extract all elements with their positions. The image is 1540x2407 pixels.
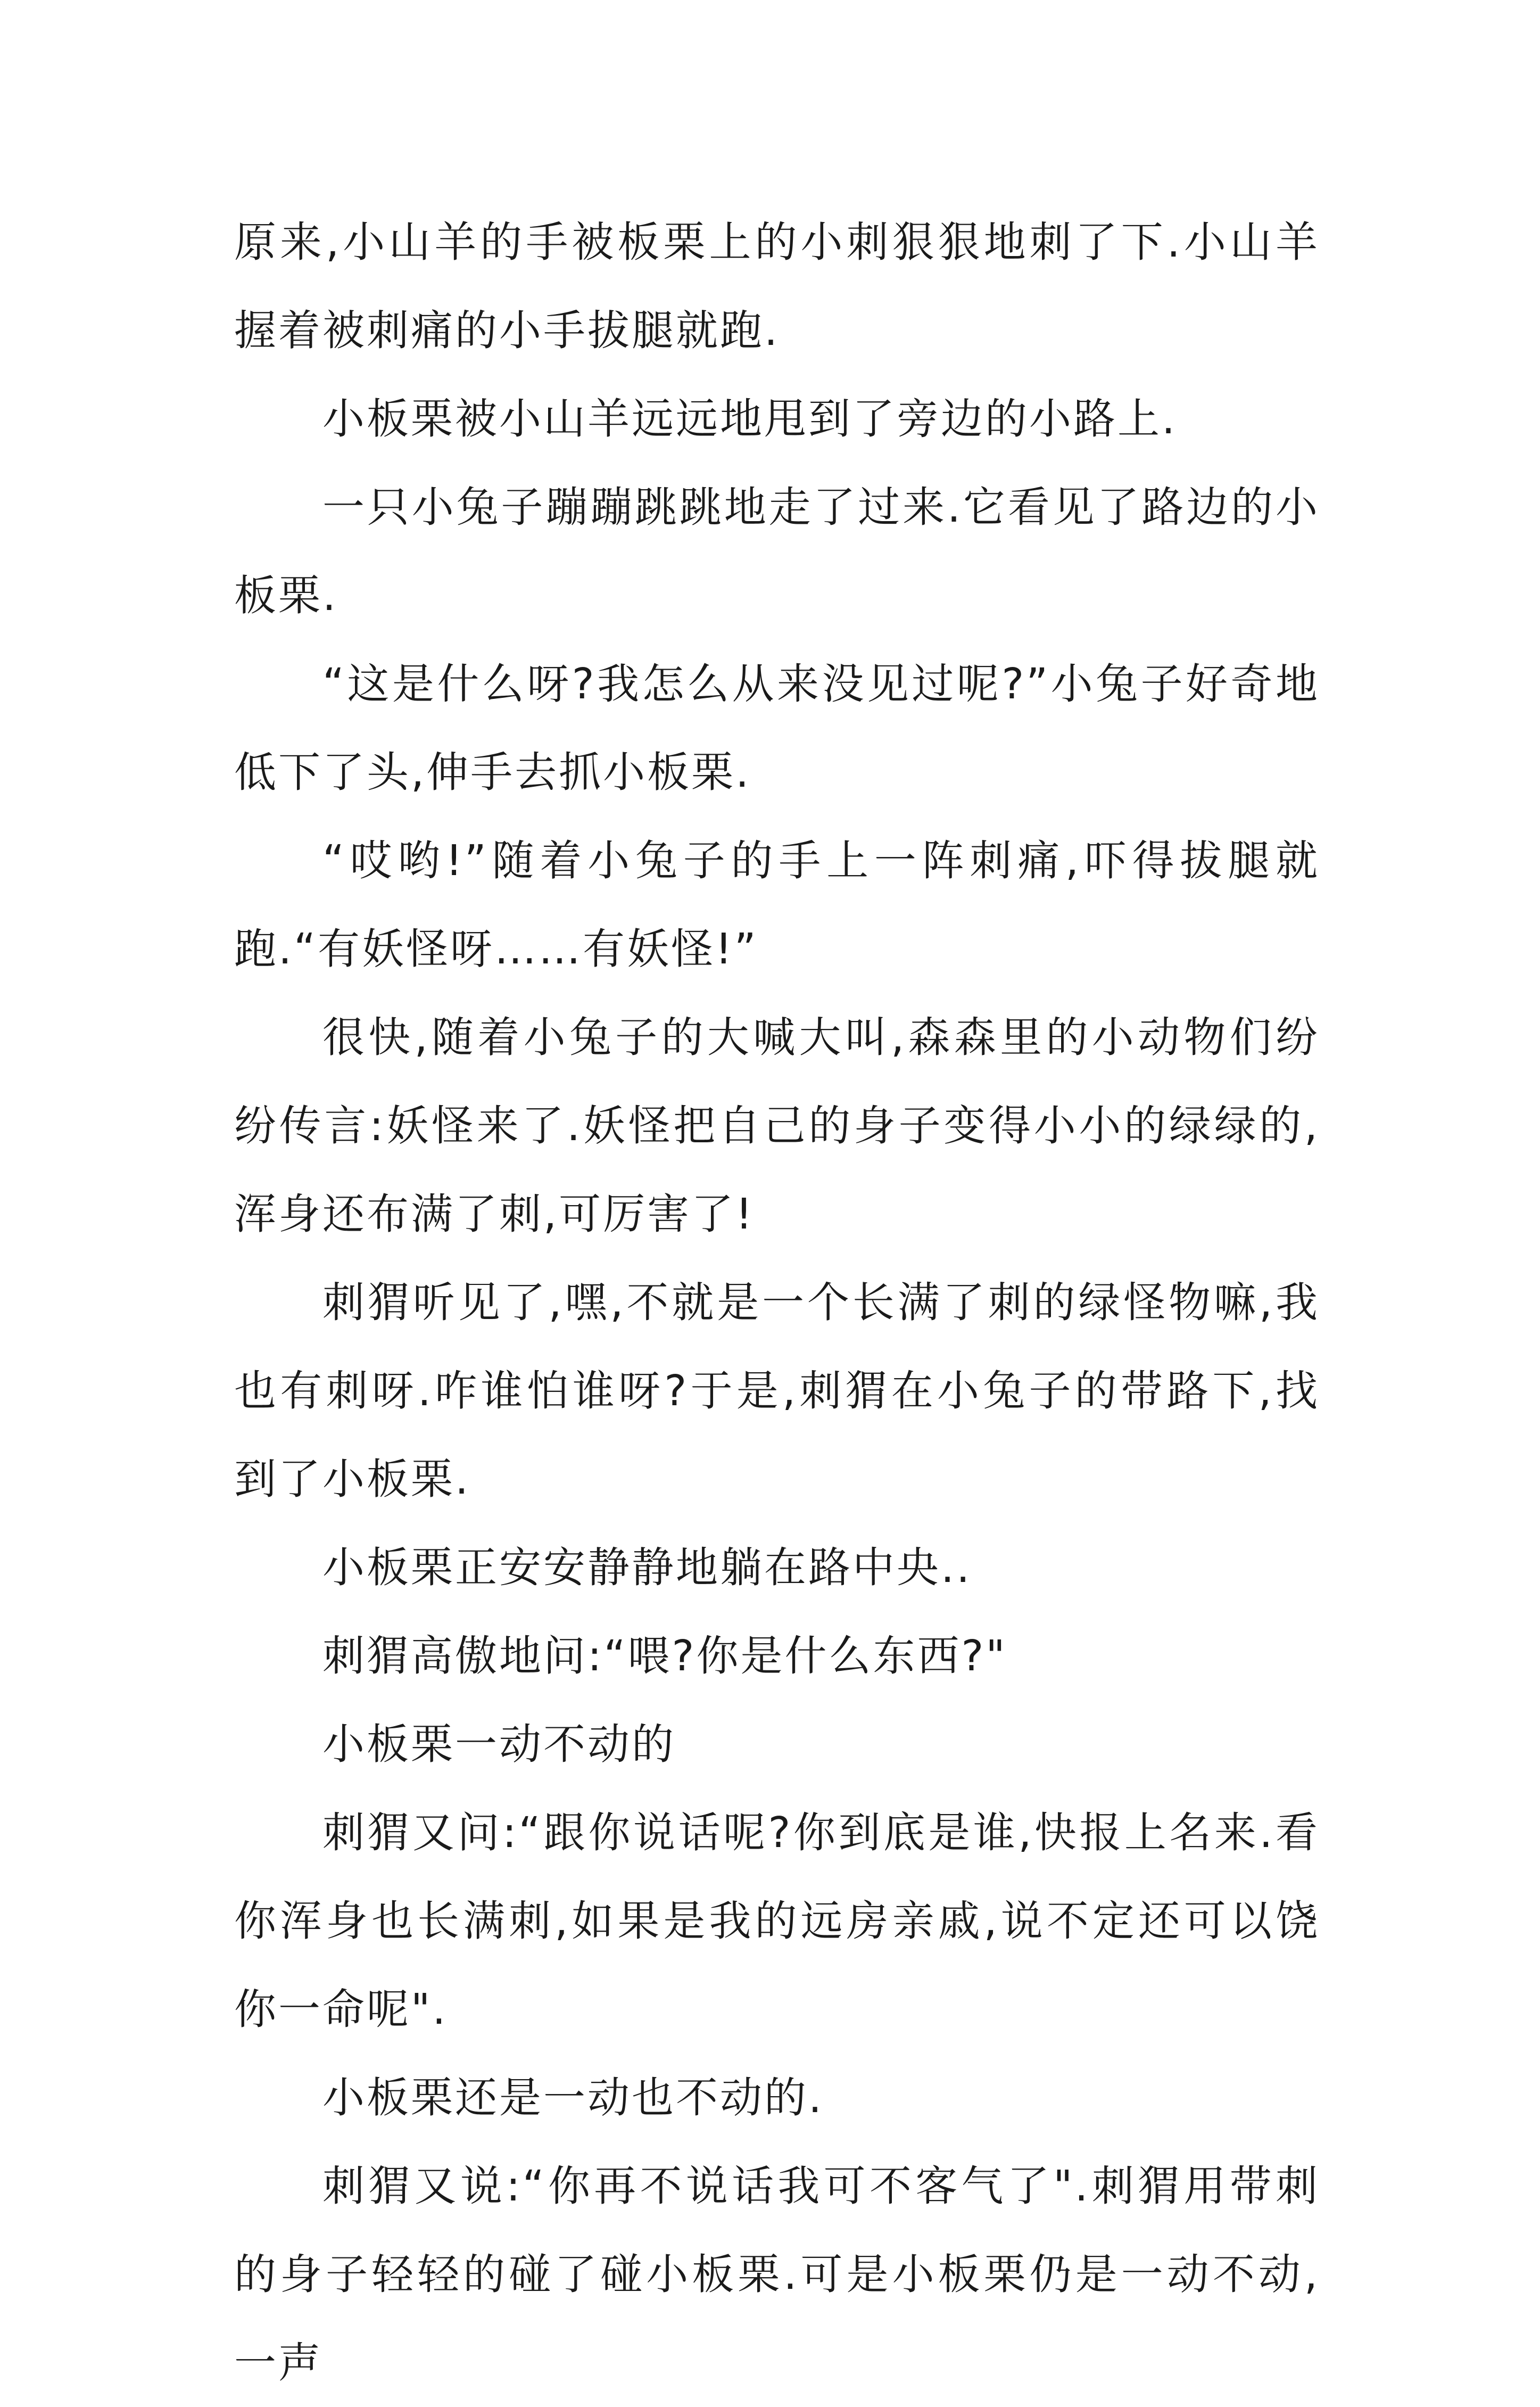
paragraph: “哎哟!”随着小兔子的手上一阵刺痛,吓得拔腿就跑.“有妖怪呀……有妖怪!”	[234, 836, 1320, 974]
story-text	[234, 198, 1320, 2407]
paragraph: 一只小兔子蹦蹦跳跳地走了过来.它看见了路边的小板栗.	[234, 483, 1320, 620]
paragraph: 小板栗一动不动的	[322, 1720, 676, 1769]
paragraph: 刺猬又说:“你再不说话我可不客气了".刺猬用带刺的身子轻轻的碰了碰小板栗.可是小板栗仍是一动不动,一声	[234, 2162, 1320, 2387]
paragraph: 刺猬高傲地问:“喂?你是什么东西?"	[322, 1631, 1007, 1680]
paragraph: 很快,随着小兔子的大喊大叫,森森里的小动物们纷纷传言:妖怪来了.妖怪把自己的身子变得小小的绿绿的,浑身还布满了刺,可厉害了!	[234, 1013, 1320, 1239]
paragraph: 小板栗被小山羊远远地甩到了旁边的小路上.	[322, 394, 1178, 443]
paragraph: 小板栗还是一动也不动的.	[322, 2073, 824, 2122]
paragraph: 刺猬又问:“跟你说话呢?你到底是谁,快报上名来.看你浑身也长满刺,如果是我的远房亲戚,说不定还可以饶你一命呢".	[234, 1808, 1320, 2034]
paragraph: 原来,小山羊的手被板栗上的小刺狠狠地刺了下.小山羊握着被刺痛的小手拔腿就跑.	[234, 218, 1320, 355]
paragraph: “这是什么呀?我怎么从来没见过呢?”小兔子好奇地低下了头,伸手去抓小板栗.	[234, 660, 1320, 797]
paragraph: 刺猬听见了,嘿,不就是一个长满了刺的绿怪物嘛,我也有刺呀.咋谁怕谁呀?于是,刺猬在小兔子的带路下,找到了小板栗.	[234, 1278, 1320, 1504]
paragraph: 小板栗正安安静静地躺在路中央..	[322, 1543, 972, 1592]
